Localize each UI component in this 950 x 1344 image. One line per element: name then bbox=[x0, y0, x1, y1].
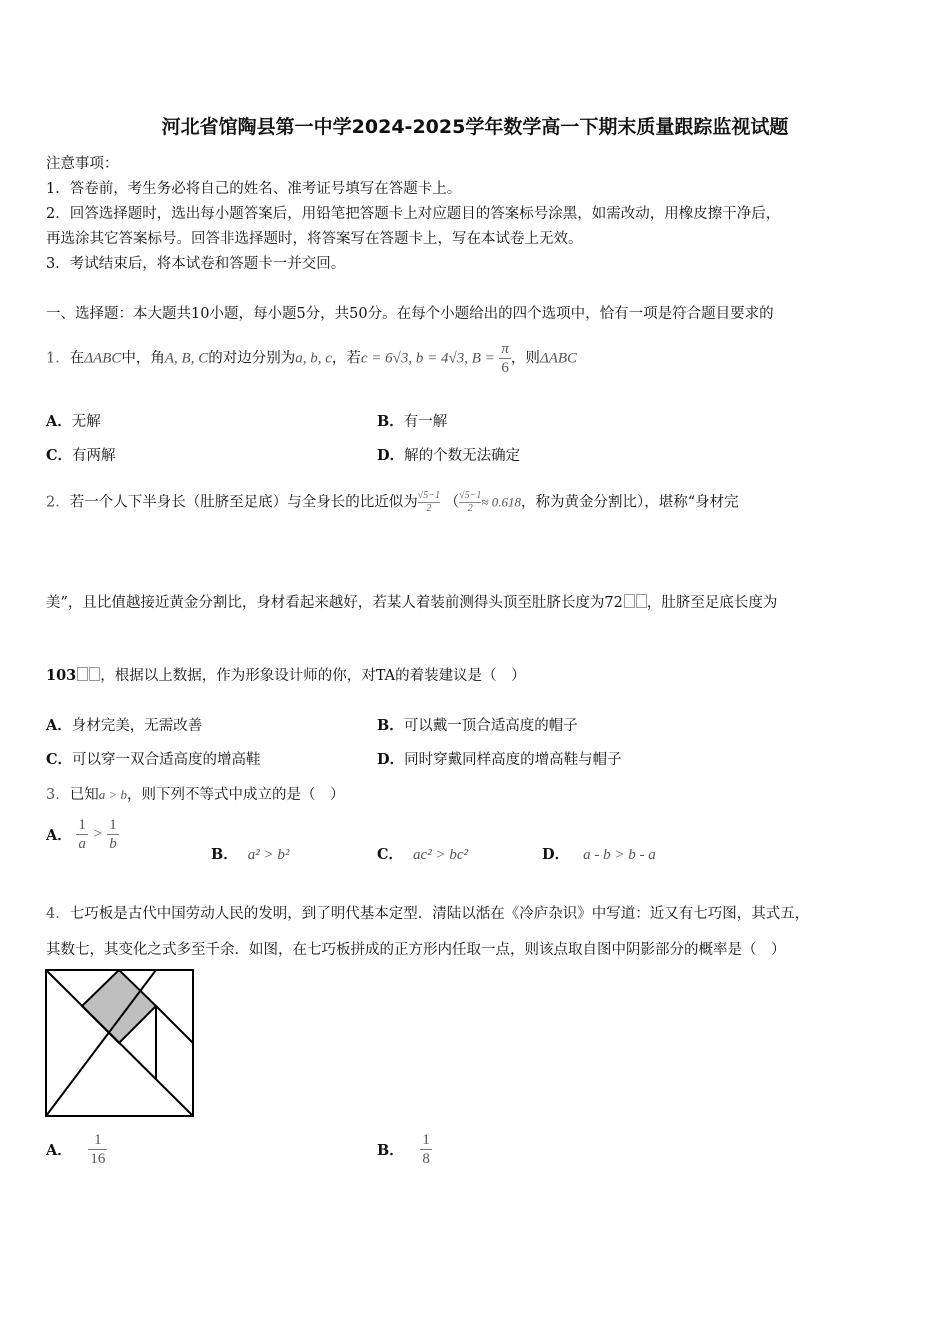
option-label: C． bbox=[46, 447, 73, 464]
q2-option-c[interactable] bbox=[46, 748, 261, 769]
q2-text: ，称为黄金分割比），堪称“身材完 bbox=[520, 494, 739, 511]
option-text: a² > b² bbox=[247, 847, 290, 863]
golden-ratio-approx: ≈ 0.618 bbox=[481, 494, 521, 510]
option-text: 无解 bbox=[71, 414, 101, 430]
section-heading: 一、选择题：本大题共10小题，每小题5分，共50分。在每个小题给出的四个选项中，恰有一项是符合题目要求的 bbox=[46, 306, 774, 322]
q2-text: ，肚脐至足底长度为 bbox=[646, 595, 778, 611]
tangram-figure bbox=[45, 969, 196, 1118]
q2-option-a[interactable] bbox=[46, 714, 202, 735]
q2-text: 103 bbox=[46, 667, 77, 684]
fraction-denominator: a bbox=[78, 836, 86, 852]
missing-glyph-icon bbox=[624, 594, 635, 608]
q1-option-a[interactable] bbox=[46, 410, 101, 431]
question-number: 4． bbox=[46, 906, 70, 922]
q2-text: 美”，且比值越接近黄金分割比，身材看起来越好，若某人着装前测得头顶至肚脐长度为72 bbox=[46, 595, 623, 611]
question-number: 3． bbox=[46, 787, 70, 803]
q1-text: 中，角 bbox=[121, 350, 165, 367]
fraction-numerator: 1 bbox=[94, 1132, 102, 1148]
option-text: a - b > b - a bbox=[583, 847, 656, 863]
q2-line bbox=[46, 664, 526, 685]
q2-text: 若一个人下半身长（肚脐至足底）与全身长的比近似为 bbox=[69, 494, 418, 511]
option-label: D． bbox=[377, 751, 405, 768]
q1-text: ，则 bbox=[510, 350, 540, 367]
option-text: 有两解 bbox=[72, 448, 116, 464]
option-label: A． bbox=[46, 717, 72, 734]
option-fraction bbox=[420, 1131, 432, 1168]
q1-option-c[interactable] bbox=[46, 444, 116, 465]
q4-option-b[interactable] bbox=[377, 1131, 432, 1168]
q4-text: 七巧板是古代中国劳动人民的发明，到了明代基本定型．清陆以湉在《冷庐杂识》中写道：近又有七巧图，其式五， bbox=[69, 906, 810, 922]
fraction-denominator: 8 bbox=[422, 1151, 430, 1167]
q1-triangle: ΔABC bbox=[539, 350, 578, 367]
option-label: B． bbox=[377, 717, 404, 734]
q4-line: 其数七，其变化之式多至千余．如图，在七巧板拼成的正方形内任取一点，则该点取自图中阴影部分的概率是（ ） bbox=[46, 942, 786, 958]
question-4 bbox=[46, 902, 809, 923]
q1-text: 在 bbox=[69, 350, 85, 367]
q2-option-b[interactable] bbox=[377, 714, 578, 735]
fraction-numerator: √5−1 bbox=[459, 490, 482, 501]
option-fraction bbox=[88, 1131, 107, 1168]
option-label: C． bbox=[377, 846, 404, 863]
option-fraction bbox=[76, 816, 88, 853]
option-text: 可以戴一顶合适高度的帽子 bbox=[403, 718, 578, 734]
q3-option-a[interactable] bbox=[46, 816, 119, 853]
fraction-denominator: 2 bbox=[467, 503, 473, 514]
question-number: 2． bbox=[46, 494, 70, 511]
question-number: 1． bbox=[46, 350, 70, 367]
fraction-numerator: 1 bbox=[78, 817, 86, 833]
q1-triangle: ΔABC bbox=[84, 350, 122, 367]
q1-sides: a, b, c bbox=[295, 350, 332, 367]
fraction-numerator: π bbox=[501, 341, 509, 357]
notice-item: 2．回答选择题时，选出每小题答案后，用铅笔把答题卡上对应题目的答案标号涂黑，如需改动，用橡皮擦干净后， bbox=[46, 206, 781, 222]
option-fraction bbox=[107, 816, 119, 853]
fraction-denominator: 2 bbox=[426, 503, 432, 514]
option-text: 身材完美，无需改善 bbox=[71, 718, 203, 734]
q2-text: （ bbox=[444, 494, 460, 511]
q1-fraction bbox=[499, 340, 511, 377]
option-label: D． bbox=[377, 447, 405, 464]
q4-option-a[interactable] bbox=[46, 1131, 107, 1168]
page-title: 河北省馆陶县第一中学2024-2025学年数学高一下期末质量跟踪监视试题 bbox=[161, 116, 789, 138]
option-text: 有一解 bbox=[403, 414, 448, 430]
notice-heading: 注意事项： bbox=[46, 156, 119, 172]
missing-glyph-icon bbox=[89, 667, 100, 681]
missing-glyph-icon bbox=[636, 594, 647, 608]
q1-option-d[interactable] bbox=[377, 444, 520, 465]
q1-text: ，若 bbox=[331, 350, 361, 367]
q3-option-c[interactable] bbox=[377, 843, 468, 864]
option-text: 可以穿一双合适高度的增高鞋 bbox=[72, 752, 261, 768]
fraction-numerator: √5−1 bbox=[417, 490, 440, 501]
question-1 bbox=[46, 340, 577, 377]
notice-item: 再选涂其它答案标号。回答非选择题时，将答案写在答题卡上，写在本试卷上无效。 bbox=[46, 231, 583, 247]
option-text: 同时穿戴同样高度的增高鞋与帽子 bbox=[404, 752, 622, 768]
q3-condition: a > b bbox=[98, 787, 128, 802]
q3-option-b[interactable] bbox=[211, 843, 289, 864]
option-text: > bbox=[92, 826, 103, 842]
option-label: A． bbox=[46, 827, 72, 844]
fraction-denominator: 16 bbox=[90, 1151, 106, 1167]
question-3 bbox=[46, 783, 345, 804]
option-label: C． bbox=[46, 751, 73, 768]
golden-ratio-fraction bbox=[459, 490, 481, 515]
option-text: ac² > bc² bbox=[413, 847, 468, 863]
notice-item: 1．答卷前，考生务必将自己的姓名、准考证号填写在答题卡上。 bbox=[46, 181, 462, 197]
option-label: B． bbox=[377, 413, 404, 430]
q1-text: 的对边分别为 bbox=[208, 350, 296, 367]
fraction-denominator: b bbox=[109, 836, 117, 852]
q3-option-d[interactable] bbox=[542, 843, 656, 864]
option-label: A． bbox=[46, 1142, 72, 1159]
option-label: B． bbox=[377, 1142, 404, 1159]
fraction-denominator: 6 bbox=[501, 360, 509, 376]
q3-text: ，则下列不等式中成立的是（ ） bbox=[127, 787, 345, 803]
question-2 bbox=[46, 490, 739, 515]
fraction-numerator: 1 bbox=[422, 1132, 430, 1148]
q2-line bbox=[46, 591, 777, 612]
q3-text: 已知 bbox=[69, 787, 99, 803]
q1-angles: A, B, C bbox=[164, 350, 209, 367]
fraction-numerator: 1 bbox=[109, 817, 117, 833]
option-label: B． bbox=[211, 846, 238, 863]
q2-option-d[interactable] bbox=[377, 748, 622, 769]
notice-item: 3．考试结束后，将本试卷和答题卡一并交回。 bbox=[46, 256, 346, 272]
golden-ratio-fraction bbox=[418, 490, 440, 515]
option-text: 解的个数无法确定 bbox=[404, 448, 521, 464]
option-label: A． bbox=[46, 413, 72, 430]
q2-text: ，根据以上数据，作为形象设计师的你，对TA的着装建议是（ ） bbox=[100, 668, 526, 684]
option-label: D． bbox=[542, 846, 570, 863]
missing-glyph-icon bbox=[77, 667, 88, 681]
q1-condition: c = 6√3, b = 4√3, B = bbox=[360, 350, 495, 367]
q1-option-b[interactable] bbox=[377, 410, 447, 431]
